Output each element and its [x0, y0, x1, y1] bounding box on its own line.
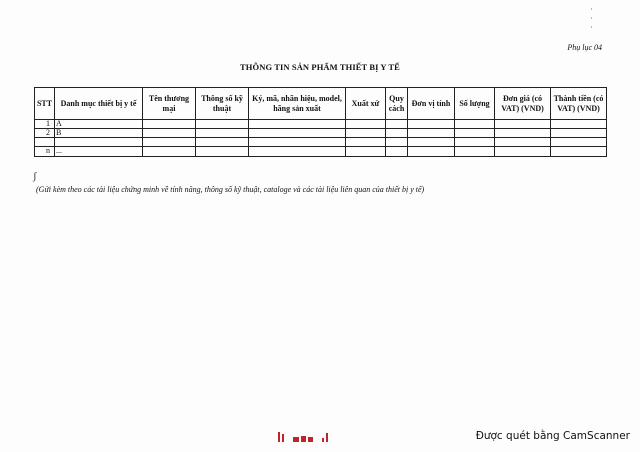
camscanner-watermark: Được quét bằng CamScanner — [475, 430, 630, 442]
empty-cell — [408, 120, 455, 129]
empty-cell — [551, 120, 607, 129]
empty-cell — [196, 138, 249, 147]
table-row — [35, 120, 607, 129]
row-stt: 1 — [35, 120, 55, 129]
empty-cell — [408, 129, 455, 138]
empty-cell — [196, 120, 249, 129]
empty-cell — [346, 138, 386, 147]
empty-cell — [196, 129, 249, 138]
table-row — [35, 129, 607, 138]
row-stt — [35, 138, 55, 147]
product-info-table — [34, 87, 607, 157]
empty-cell — [551, 129, 607, 138]
empty-cell — [249, 120, 346, 129]
empty-cell — [143, 120, 196, 129]
empty-cell — [455, 138, 495, 147]
empty-cell — [455, 129, 495, 138]
table-row — [35, 147, 607, 157]
attachment-note: (Gửi kèm theo các tài liệu chứng minh về tính năng, thông số kỹ thuật, cataloge và các tài liệu liên quan của thiết bị y tế) — [36, 185, 425, 194]
empty-cell — [551, 147, 607, 157]
empty-cell — [408, 138, 455, 147]
empty-cell — [346, 129, 386, 138]
header-quantity: Số lượng — [455, 88, 495, 120]
empty-cell — [143, 129, 196, 138]
empty-cell — [143, 147, 196, 157]
row-item: A — [55, 120, 143, 129]
header-specifications: Thông số kỹ thuật — [196, 88, 249, 120]
row-item: ... — [55, 147, 143, 157]
empty-cell — [455, 147, 495, 157]
empty-cell — [386, 147, 408, 157]
header-trade-name: Tên thương mại — [143, 88, 196, 120]
empty-cell — [495, 129, 551, 138]
row-item — [55, 138, 143, 147]
header-model-manufacturer: Ký, mã, nhãn hiệu, model, hãng sản xuất — [249, 88, 346, 120]
header-stt: STT — [35, 88, 55, 120]
header-unit-price: Đơn giá (có VAT) (VND) — [495, 88, 551, 120]
empty-cell — [495, 147, 551, 157]
empty-cell — [249, 129, 346, 138]
empty-cell — [386, 129, 408, 138]
empty-cell — [386, 138, 408, 147]
empty-cell — [495, 120, 551, 129]
header-total-price: Thành tiền (có VAT) (VND) — [551, 88, 607, 120]
empty-cell — [196, 147, 249, 157]
handwritten-mark: ʃ — [33, 170, 37, 182]
corner-scan-marks: ˙ ˙ ˙ — [590, 7, 593, 35]
header-unit: Đơn vị tính — [408, 88, 455, 120]
row-item: B — [55, 129, 143, 138]
table-header-row — [35, 88, 607, 120]
empty-cell — [495, 138, 551, 147]
header-packaging: Quy cách — [386, 88, 408, 120]
empty-cell — [346, 120, 386, 129]
empty-cell — [551, 138, 607, 147]
empty-cell — [346, 147, 386, 157]
row-stt: 2 — [35, 129, 55, 138]
empty-cell — [386, 120, 408, 129]
header-device-category: Danh mục thiết bị y tế — [55, 88, 143, 120]
table-row — [35, 138, 607, 147]
appendix-label: Phụ lục 04 — [567, 43, 602, 52]
red-stamp-fragment — [278, 424, 338, 436]
document-title: THÔNG TIN SẢN PHẨM THIẾT BỊ Y TẾ — [240, 62, 400, 72]
empty-cell — [249, 138, 346, 147]
row-stt: n — [35, 147, 55, 157]
empty-cell — [455, 120, 495, 129]
empty-cell — [143, 138, 196, 147]
header-origin: Xuất xứ — [346, 88, 386, 120]
empty-cell — [249, 147, 346, 157]
empty-cell — [408, 147, 455, 157]
